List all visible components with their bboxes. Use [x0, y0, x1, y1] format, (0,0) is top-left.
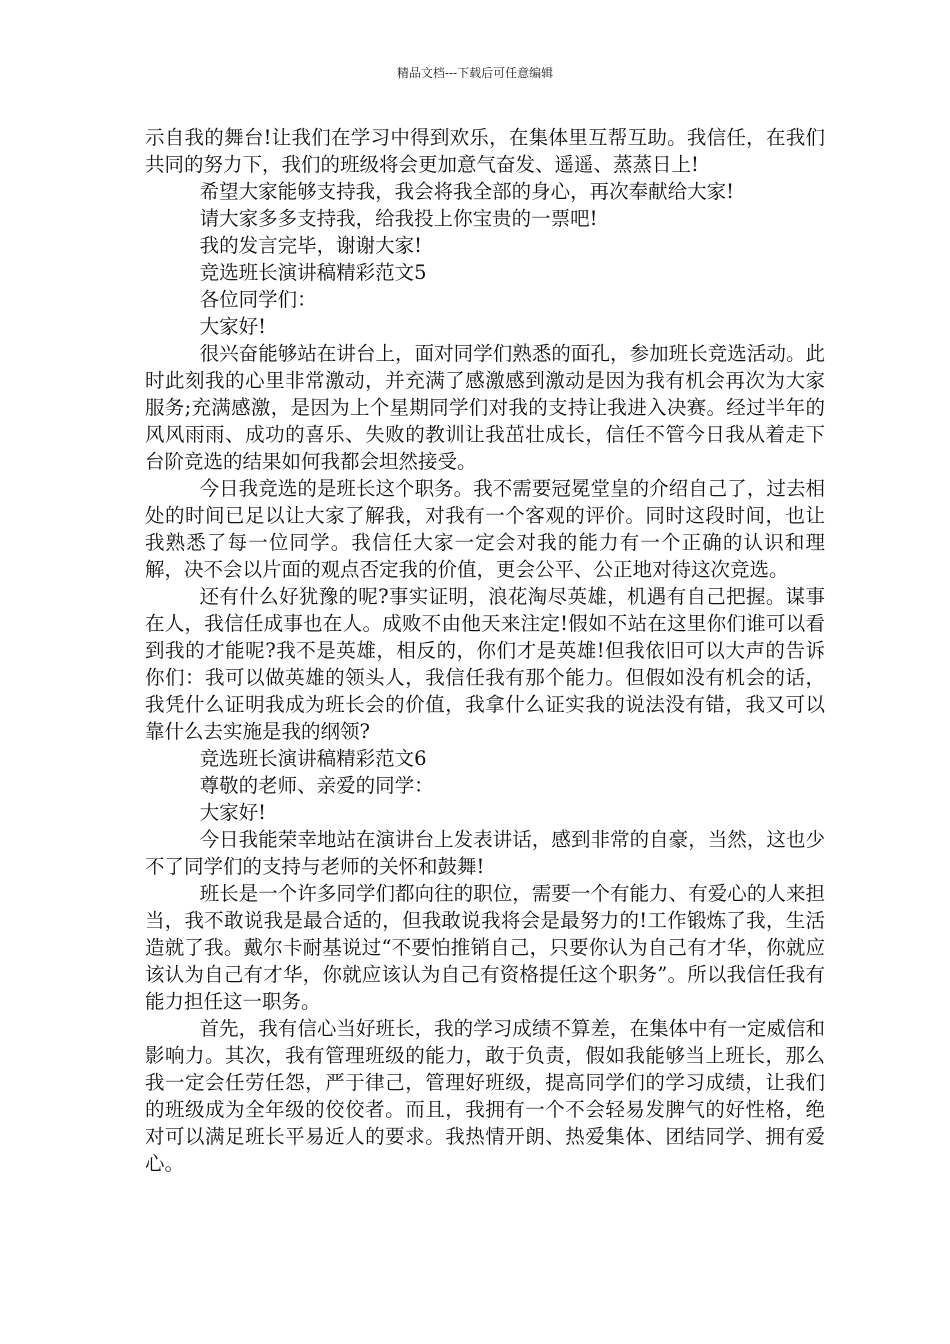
- document-body: [145, 124, 825, 1177]
- paragraph: 示自我的舞台!让我们在学习中得到欢乐，在集体里互帮互助。我信任，在我们共同的努力下，我们的班级将会更加意气奋发、遥遥、蒸蒸日上!: [145, 126, 825, 176]
- section-title: 竞选班长演讲稿精彩范文5: [199, 261, 427, 284]
- paragraph: 请大家多多支持我，给我投上你宝贵的一票吧!: [199, 207, 598, 230]
- page-header: 精品文档---下载后可任意编辑: [396, 66, 554, 80]
- salutation: 各位同学们：: [199, 288, 317, 311]
- paragraph: 我的发言完毕，谢谢大家!: [199, 234, 422, 257]
- paragraph: 今日我竞选的是班长这个职务。我不需要冠冕堂皇的介绍自己了，过去相处的时间已足以让大家了解我，对我有一个客观的评价。同时这段时间，也让我熟悉了每一位同学。我信任大家一定会对我的能力有一个正确的认识和理解，决不会以片面的观点否定我的价值，更会公平、公正地对待这次竞选。: [145, 477, 825, 581]
- salutation: 尊敬的老师、亲爱的同学：: [199, 774, 434, 797]
- greeting: 大家好!: [199, 801, 266, 824]
- paragraph: 希望大家能够支持我，我会将我全部的身心，再次奉献给大家!: [199, 180, 734, 203]
- paragraph: 今日我能荣幸地站在演讲台上发表讲话，感到非常的自豪，当然，这也少不了同学们的支持与老师的关怀和鼓舞!: [145, 828, 825, 878]
- paragraph: 还有什么好犹豫的呢?事实证明，浪花淘尽英雄，机遇有自己把握。谋事在人，我信任成事也在人。成败不由他天来注定!假如不站在这里你们谁可以看到我的才能呢?我不是英雄，相反的，你们才是英雄!但我依旧可以大声的告诉你们：我可以做英雄的领头人，我信任我有那个能力。但假如没有机会的话，我凭什么证明我成为班长会的价值，我拿什么证实我的说法没有错，我又可以靠什么去实施是我的纲领?: [145, 585, 825, 743]
- paragraph: 班长是一个许多同学们都向往的职位，需要一个有能力、有爱心的人来担当，我不敢说我是最合适的，但我敢说我将会是最努力的!工作锻炼了我，生活造就了我。戴尔卡耐基说过“不要怕推销自己，只要你认为自己有才华，你就应该认为自己有才华，你就应该认为自己有资格提任这个职务”。所以我信任我有能力担任这一职务。: [145, 882, 825, 1013]
- greeting: 大家好!: [199, 315, 266, 338]
- section-title: 竞选班长演讲稿精彩范文6: [199, 747, 427, 770]
- paragraph: 很兴奋能够站在讲台上，面对同学们熟悉的面孔，参加班长竞选活动。此时此刻我的心里非常激动，并充满了感激感到激动是因为我有机会再次为大家服务;充满感激，是因为上个星期同学们对我的支持让我进入决赛。经过半年的风风雨雨、成功的喜乐、失败的教训让我茁壮成长，信任不管今日我从着走下台阶竞选的结果如何我都会坦然接受。: [145, 342, 825, 473]
- paragraph: 首先，我有信心当好班长，我的学习成绩不算差，在集体中有一定威信和影响力。其次，我有管理班级的能力，敢于负责，假如我能够当上班长，那么我一定会任劳任怨，严于律己，管理好班级，提高同学们的学习成绩，让我们的班级成为全年级的佼佼者。而且，我拥有一个不会轻易发脾气的好性格，绝对可以满足班长平易近人的要求。我热情开朗、热爱集体、团结同学、拥有爱心。: [145, 1017, 825, 1175]
